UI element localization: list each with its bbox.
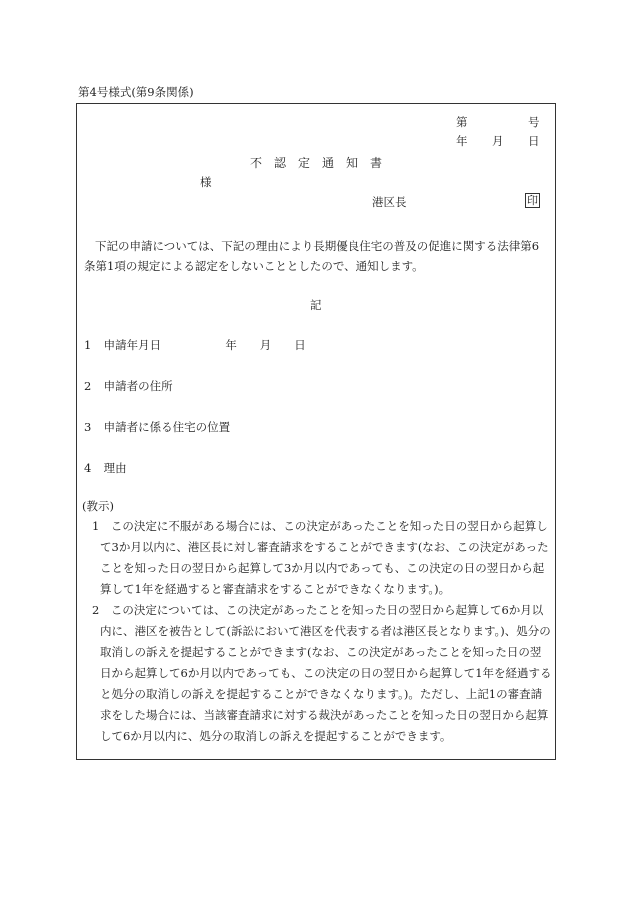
- issuer: 港区長: [372, 195, 407, 209]
- date-day: 日: [528, 134, 540, 148]
- form-label: 第4号様式(第9条関係): [78, 85, 194, 99]
- body-text: 下記の申請については、下記の理由により長期優良住宅の普及の促進に関する法律第6条第1項の規定による認定をしないこととしたので、通知します。: [84, 239, 540, 273]
- date-year: 年: [456, 134, 468, 148]
- seal-icon: 印: [527, 194, 538, 207]
- instruction-2: 2 この決定については、この決定があったことを知った日の翌日から起算して6か月以内に、港区を被告として(訴訟において港区を代表する者は港区長となります。)、処分の取消しの訴えを提起することができます(なお、この決定があったことを知った日の翌日から起算して6か月以内であっても、この決定の日の翌日から起算して1年を経過すると処分の取消しの訴えを提起することができなくなります。)。ただし、上記1の審査請求をした場合には、当該審査請求に対する裁決があったことを知った日の翌日から起算して6か月以内に、処分の取消しの訴えを提起することができます。: [92, 603, 552, 743]
- item-number: 1: [84, 338, 92, 352]
- item-label: 申請年月日: [103, 338, 162, 352]
- item-number: 3: [84, 420, 92, 434]
- item-applicant-address: [84, 378, 173, 394]
- item-number: 2: [84, 379, 92, 393]
- addressee-suffix: 様: [200, 175, 212, 189]
- instruction-1: 1 この決定に不服がある場合には、この決定があったことを知った日の翌日から起算して3か月以内に、港区長に対し審査請求をすることができます(なお、この決定があったことを知った日の翌日から起算して3か月以内であっても、この決定の日の翌日から起算して1年を経過すると審査請求をすることができなくなります。)。: [92, 519, 549, 596]
- ki-heading: 記: [310, 298, 322, 312]
- item-house-location: [84, 419, 230, 435]
- date-month: 月: [492, 134, 504, 148]
- item-date-fields: 年 月 日: [225, 338, 306, 352]
- seal-mark: [525, 193, 540, 208]
- item-application-date: [84, 337, 306, 353]
- number-suffix: 号: [528, 115, 540, 129]
- instruction-header: (教示): [82, 499, 114, 513]
- item-number: 4: [84, 461, 92, 475]
- item-label: 申請者に係る住宅の位置: [103, 420, 231, 434]
- item-reason: [84, 460, 127, 476]
- number-prefix: 第: [456, 115, 468, 129]
- document-title: 不 認 定 通 知 書: [250, 156, 383, 170]
- item-label: 申請者の住所: [103, 379, 173, 393]
- item-label: 理由: [103, 461, 127, 475]
